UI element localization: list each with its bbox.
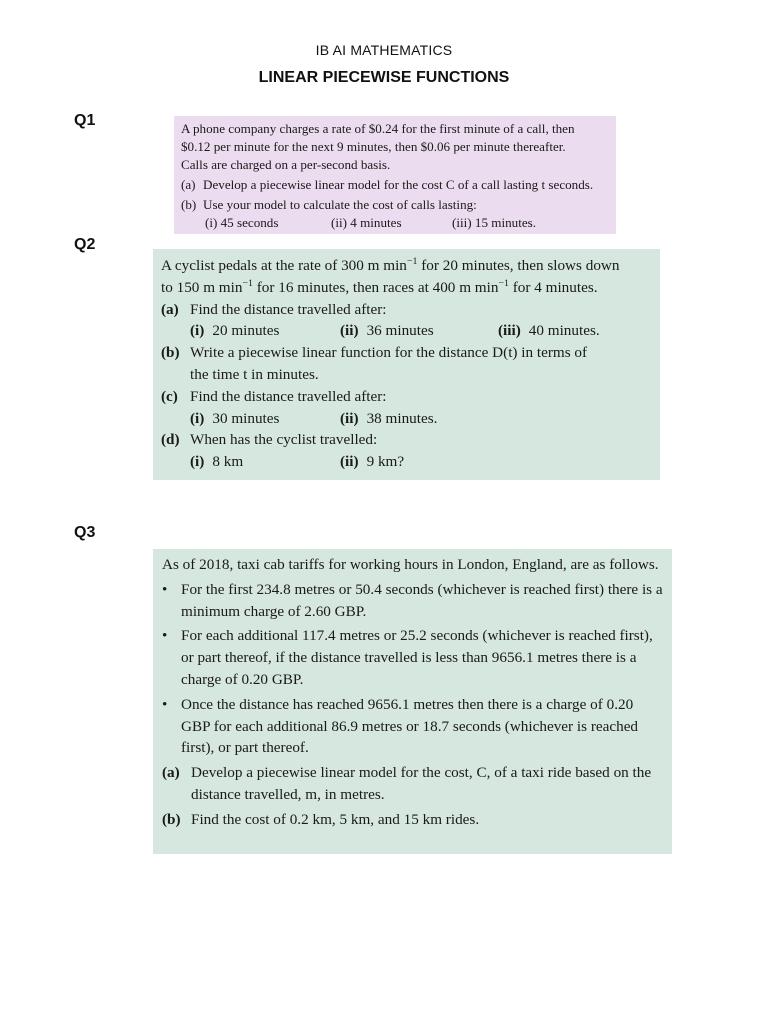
q2-part-c [161, 386, 652, 408]
bullet-icon: • [162, 627, 168, 645]
q2-part-a-subparts [161, 320, 652, 342]
q3-part-a-text: Develop a piecewise linear model for the cost, C, of a taxi ride based on the distance travelled, m, in metres. [191, 764, 652, 803]
q2-subpart: (ii) 36 minutes [340, 322, 434, 340]
q2-part-b-label: (b) [161, 344, 180, 362]
q3-bullet-text: Once the distance has reached 9656.1 metres then there is a charge of 0.20 GBP for each additional 86.9 metres or 18.7 seconds (whichever is reached first), or part thereof. [181, 695, 639, 757]
q3-bullet [162, 694, 663, 759]
q2-intro-line-1: A cyclist pedals at the rate of 300 m $\min^{-1}$ for 20 minutes, then slows down [161, 255, 620, 274]
q2-intro-line-2: to 150 m $\min^{-1}$ for 16 minutes, then races at 400 m $\min^{-1}$ for 4 minutes. [161, 277, 598, 296]
q2-subpart: (i) 8 km [190, 453, 244, 471]
q1-subpart: (ii) 4 minutes [331, 215, 402, 230]
q1-part-b-text: Use your model to calculate the cost of calls lasting: [203, 197, 477, 212]
q3-part-a-label: (a) [162, 764, 180, 782]
q1-intro-line: $0.12 per minute for the next 9 minutes, then $0.06 per minute thereafter. [181, 139, 566, 154]
bullet-icon: • [162, 580, 168, 598]
q2-part-a [161, 299, 652, 321]
q2-part-c-subparts [161, 408, 652, 430]
q2-subpart: (i) 20 minutes [190, 322, 280, 340]
question-3-label: Q3 [74, 524, 96, 541]
q1-part-a-label: (a) [181, 177, 196, 192]
q3-bullet [162, 579, 663, 623]
q2-part-b [161, 342, 652, 386]
q3-part-a [162, 762, 663, 806]
q2-part-d-text: When has the cyclist travelled: [190, 431, 378, 449]
q2-subpart: (i) 30 minutes [190, 409, 280, 427]
bullet-icon: • [162, 695, 168, 713]
q2-part-a-text: Find the distance travelled after: [190, 300, 387, 318]
q3-part-b [162, 809, 663, 831]
q1-subpart: (iii) 15 minutes. [452, 215, 537, 230]
q1-intro-line: Calls are charged on a per-second basis. [181, 157, 391, 172]
document-subject: IB AI MATHEMATICS [315, 42, 453, 58]
q3-part-b-label: (b) [162, 810, 181, 828]
q1-part-b-subparts [181, 214, 609, 232]
q3-bullet [162, 625, 663, 690]
q2-part-d [161, 429, 652, 451]
question-2-label: Q2 [74, 236, 96, 253]
q3-bullet-text: For the first 234.8 metres or 50.4 seconds (whichever is reached first) there is a minimum charge of 2.60 GBP. [181, 580, 663, 620]
q3-bullet-text: For each additional 117.4 metres or 25.2 seconds (whichever is reached first), or part thereof, if the distance travelled is less than 9656.1 metres there is a charge of 0.20 GBP. [181, 627, 653, 688]
q2-part-c-text: Find the distance travelled after: [190, 387, 387, 405]
q2-part-b-text: Write a piecewise linear function for the distance D(t) in terms of the time t in minutes. [190, 344, 588, 383]
q2-part-d-subparts [161, 451, 652, 473]
question-1-label: Q1 [74, 112, 96, 129]
question-2-box [153, 249, 660, 480]
q1-part-a [181, 176, 609, 194]
q1-part-b [181, 196, 609, 214]
q1-subpart: (i) 45 seconds [205, 215, 279, 230]
q1-part-b-label: (b) [181, 197, 197, 212]
page-title: LINEAR PIECEWISE FUNCTIONS [258, 69, 510, 86]
q1-part-a-text: Develop a piecewise linear model for the cost C of a call lasting t seconds. [203, 177, 594, 192]
q2-subpart: (ii) 9 km? [340, 453, 405, 471]
q2-subpart: (iii) 40 minutes. [498, 322, 600, 340]
q2-subpart: (ii) 38 minutes. [340, 409, 438, 427]
q3-intro: As of 2018, taxi cab tariffs for working hours in London, England, are as follows. [162, 556, 659, 573]
q2-part-d-label: (d) [161, 431, 180, 449]
question-1-box [174, 116, 616, 234]
q1-intro-line: A phone company charges a rate of $0.24 for the first minute of a call, then [181, 121, 575, 136]
q3-part-b-text: Find the cost of 0.2 km, 5 km, and 15 km rides. [191, 810, 480, 828]
q2-part-c-label: (c) [161, 387, 178, 405]
question-3-box [153, 549, 672, 854]
q2-part-a-label: (a) [161, 300, 179, 318]
